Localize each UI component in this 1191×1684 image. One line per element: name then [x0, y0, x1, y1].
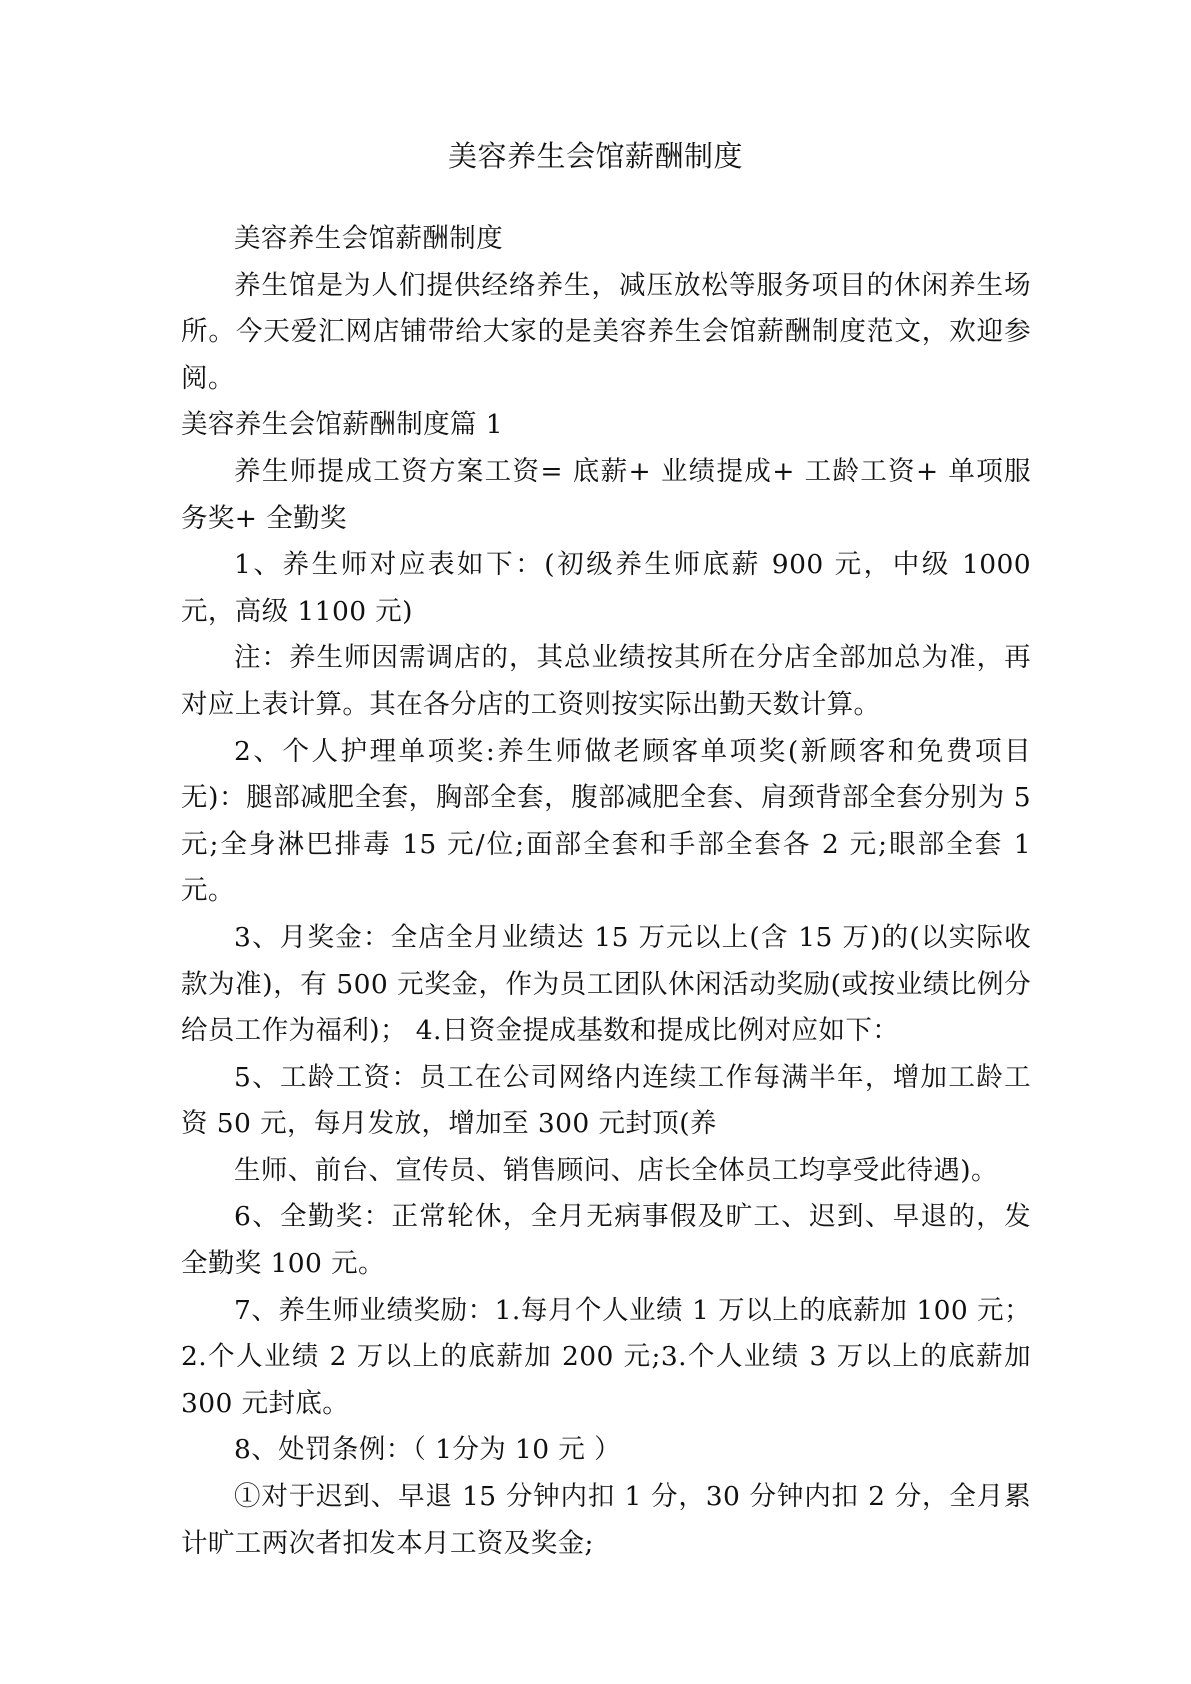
- paragraph-subtitle: 美容养生会馆薪酬制度: [234, 223, 503, 254]
- paragraph-item-8: 8、处罚条例：（ 1分为 10 元 ）: [234, 1434, 621, 1466]
- paragraph-item-1: 1、养生师对应表如下：(初级养生师底薪 900 元，中级 1000 元，高级 1100 元): [181, 549, 1031, 627]
- paragraph-item-6: 6、全勤奖：正常轮休，全月无病事假及旷工、迟到、早退的，发全勤奖 100 元。: [181, 1201, 1031, 1280]
- section-heading: 美容养生会馆薪酬制度篇 1: [181, 409, 503, 441]
- paragraph-note: 注：养生师因需调店的，其总业绩按其所在分店全部加总为准，再对应上表计算。其在各分店的工资则按实际出勤天数计算。: [181, 642, 1031, 720]
- paragraph-item-3: 3、月奖金：全店全月业绩达 15 万元以上(含 15 万)的(以实际收款为准)，有 500 元奖金，作为员工团队休闲活动奖励(或按业绩比例分给员工作为福利)； 4.日资金提成基数和提成比例对应如下：: [181, 921, 1031, 1047]
- paragraph-item-7: 7、养生师业绩奖励：1.每月个人业绩 1 万以上的底薪加 100 元；2.个人业绩 2 万以上的底薪加 200 元;3.个人业绩 3 万以上的底薪加 300 元封底。: [181, 1294, 1031, 1419]
- paragraph-item-5-continued: 生师、前台、宣传员、销售顾问、店长全体员工均享受此待遇)。: [234, 1154, 998, 1186]
- paragraph-intro: 养生馆是为人们提供经络养生，减压放松等服务项目的休闲养生场所。今天爱汇网店铺带给大家的是美容养生会馆薪酬制度范文，欢迎参阅。: [181, 269, 1031, 394]
- paragraph-penalty-1: ①对于迟到、早退 15 分钟内扣 1 分，30 分钟内扣 2 分，全月累计旷工两次者扣发本月工资及奖金;: [181, 1481, 1031, 1559]
- paragraph-item-2: 2、个人护理单项奖:养生师做老顾客单项奖(新顾客和免费项目无)：腿部减肥全套，胸部全套，腹部减肥全套、肩颈背部全套分别为 5 元;全身淋巴排毒 15 元/位;面部全套和手部全套各 2 元;眼部全套 1 元。: [181, 735, 1031, 907]
- paragraph-item-5: 5、工龄工资：员工在公司网络内连续工作每满半年，增加工龄工资 50 元，每月发放，增加至 300 元封顶(养: [181, 1061, 1031, 1140]
- paragraph-salary-formula: 养生师提成工资方案工资= 底薪+ 业绩提成+ 工龄工资+ 单项服务奖+ 全勤奖: [181, 455, 1031, 534]
- document-body: [181, 216, 1031, 1567]
- document-title: 美容养生会馆薪酬制度: [447, 139, 743, 173]
